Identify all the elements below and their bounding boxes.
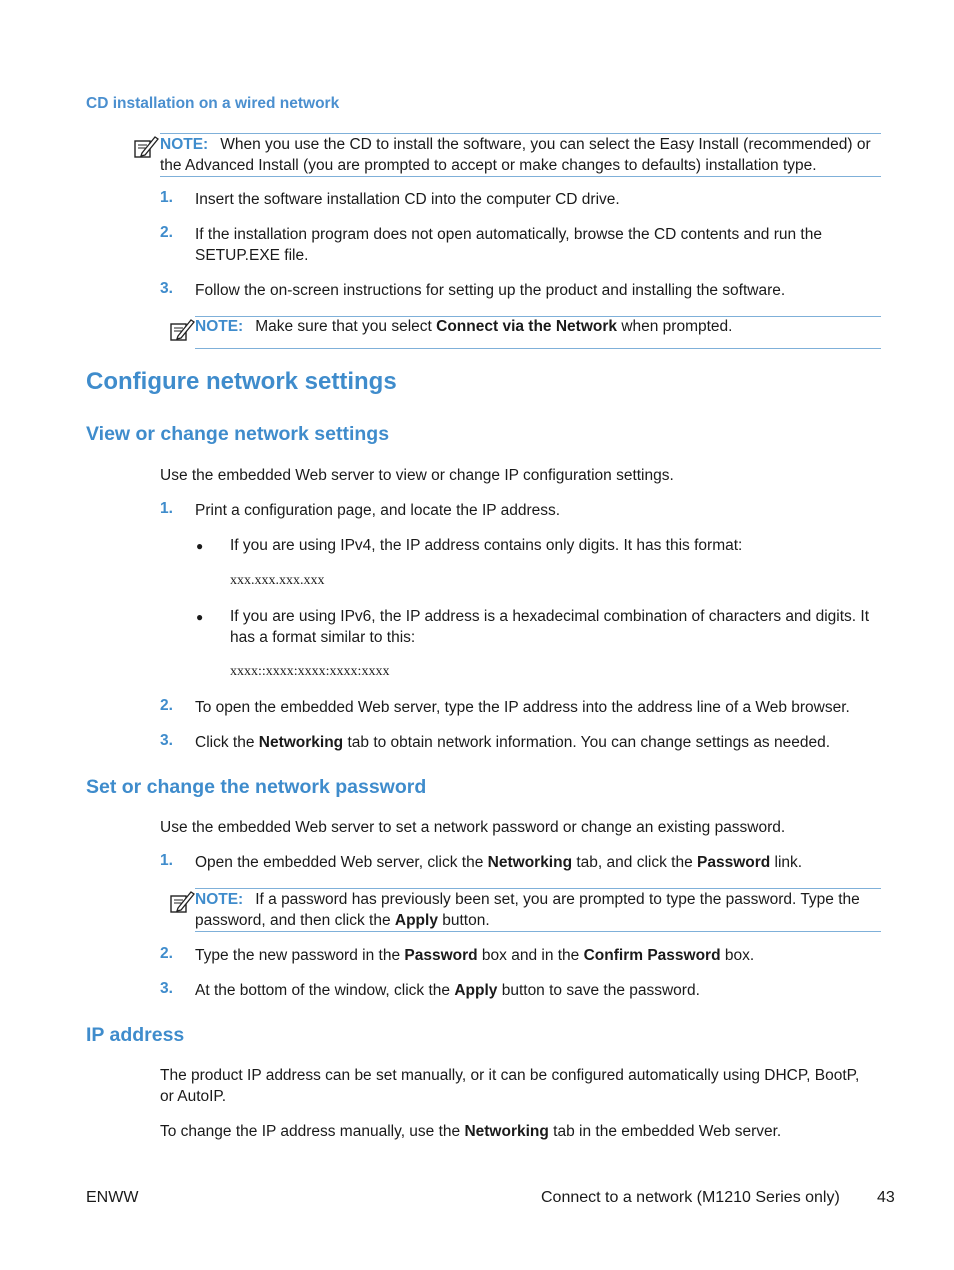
ip-format-ipv6: xxxx::xxxx:xxxx:xxxx:xxxx (230, 664, 390, 679)
bullet-text-line1: If you are using IPv6, the IP address is a hexadecimal combination of characters and digits. It (230, 608, 870, 625)
step-text (195, 945, 754, 966)
step-text-bold: Networking (258, 734, 344, 751)
step-text (195, 852, 802, 873)
step-text-part: tab, and click the (572, 854, 697, 871)
bullet-text: If you are using IPv4, the IP address contains only digits. It has this format: (230, 537, 743, 554)
paragraph (160, 1121, 781, 1142)
step-number: 3. (160, 980, 173, 997)
step-text-part: Open the embedded Web server, click the (195, 854, 488, 871)
step-text-bold: Password (697, 854, 771, 871)
ip-format-ipv4: xxx.xxx.xxx.xxx (230, 573, 325, 588)
page-number: 43 (877, 1189, 895, 1206)
step-text-part: At the bottom of the window, click the (195, 982, 455, 999)
step-number: 1. (160, 852, 173, 869)
note-text-bold: Connect via the Network (436, 318, 618, 335)
note-connect-via-network (195, 316, 881, 349)
section-heading-password: Set or change the network password (86, 776, 427, 798)
step-text-part: tab to obtain network information. You can change settings as needed. (343, 734, 831, 751)
step-text: To open the embedded Web server, type the IP address into the address line of a Web browser. (195, 699, 850, 716)
bullet-dot: ● (196, 610, 204, 624)
note-label: NOTE: (160, 136, 209, 153)
step-number: 2. (160, 945, 173, 962)
note-text-line1: If a password has previously been set, you are prompted to type the password. Type the (255, 891, 860, 908)
note-text-line2: button. (437, 912, 490, 929)
note-text: Make sure that you select (255, 318, 437, 335)
note-label: NOTE: (195, 891, 244, 908)
paragraph-part: tab in the embedded Web server. (548, 1123, 782, 1140)
step-text (195, 980, 700, 1001)
step-text (195, 224, 822, 266)
bullet-dot: ● (196, 539, 204, 553)
paragraph-bold: Networking (464, 1123, 549, 1140)
paragraph (160, 1065, 859, 1107)
step-text-bold: Apply (454, 982, 498, 999)
step-text-part: box. (720, 947, 755, 964)
bullet-text (230, 606, 869, 648)
paragraph-line1: The product IP address can be set manually, or it can be configured automatically using DHCP, BootP, (160, 1067, 860, 1084)
note-text: when prompted. (617, 318, 733, 335)
step-number: 2. (160, 697, 173, 714)
note-icon (133, 134, 159, 160)
step-text-line1: If the installation program does not open automatically, browse the CD contents and run the (195, 226, 822, 243)
section-heading-cd-installation: CD installation on a wired network (86, 95, 340, 112)
note-label: NOTE: (195, 318, 244, 335)
note-cd-install-type (160, 133, 881, 177)
step-number: 1. (160, 500, 173, 517)
step-text-part: Click the (195, 734, 259, 751)
bullet-text-line2: has a format similar to this: (230, 629, 416, 646)
note-text-line2: password, and then click the (195, 912, 395, 929)
step-text-part: box and in the (477, 947, 584, 964)
section-heading-view-change: View or change network settings (86, 423, 390, 445)
note-text-bold: Apply (394, 912, 438, 929)
step-text-part: link. (770, 854, 803, 871)
note-icon (169, 317, 195, 343)
step-number: 3. (160, 280, 173, 297)
step-text-part: button to save the password. (497, 982, 700, 999)
footer-left: ENWW (86, 1189, 139, 1206)
step-text: Print a configuration page, and locate the IP address. (195, 502, 561, 519)
paragraph: Use the embedded Web server to set a network password or change an existing password. (160, 819, 786, 836)
page-heading-configure-network: Configure network settings (86, 368, 397, 395)
step-text-part: Type the new password in the (195, 947, 405, 964)
step-text-bold: Confirm Password (583, 947, 721, 964)
note-password (195, 888, 881, 932)
step-text-bold: Password (404, 947, 478, 964)
step-number: 3. (160, 732, 173, 749)
step-text (195, 732, 830, 753)
step-text-bold: Networking (487, 854, 573, 871)
section-heading-ip-address: IP address (86, 1024, 185, 1046)
paragraph: Use the embedded Web server to view or change IP configuration settings. (160, 467, 674, 484)
paragraph-line2: or AutoIP. (160, 1088, 227, 1105)
step-text-line2: SETUP.EXE file. (195, 247, 309, 264)
paragraph-part: To change the IP address manually, use the (160, 1123, 465, 1140)
note-text-line1: When you use the CD to install the software, you can select the Easy Install (recommended) or (220, 136, 871, 153)
note-text-line2: the Advanced Install (you are prompted to accept or make changes to defaults) installation type. (160, 157, 817, 174)
note-icon (169, 889, 195, 915)
footer-title: Connect to a network (M1210 Series only) (541, 1189, 840, 1206)
step-text: Follow the on-screen instructions for setting up the product and installing the software. (195, 282, 786, 299)
step-number: 2. (160, 224, 173, 241)
step-number: 1. (160, 189, 173, 206)
step-text: Insert the software installation CD into the computer CD drive. (195, 191, 620, 208)
